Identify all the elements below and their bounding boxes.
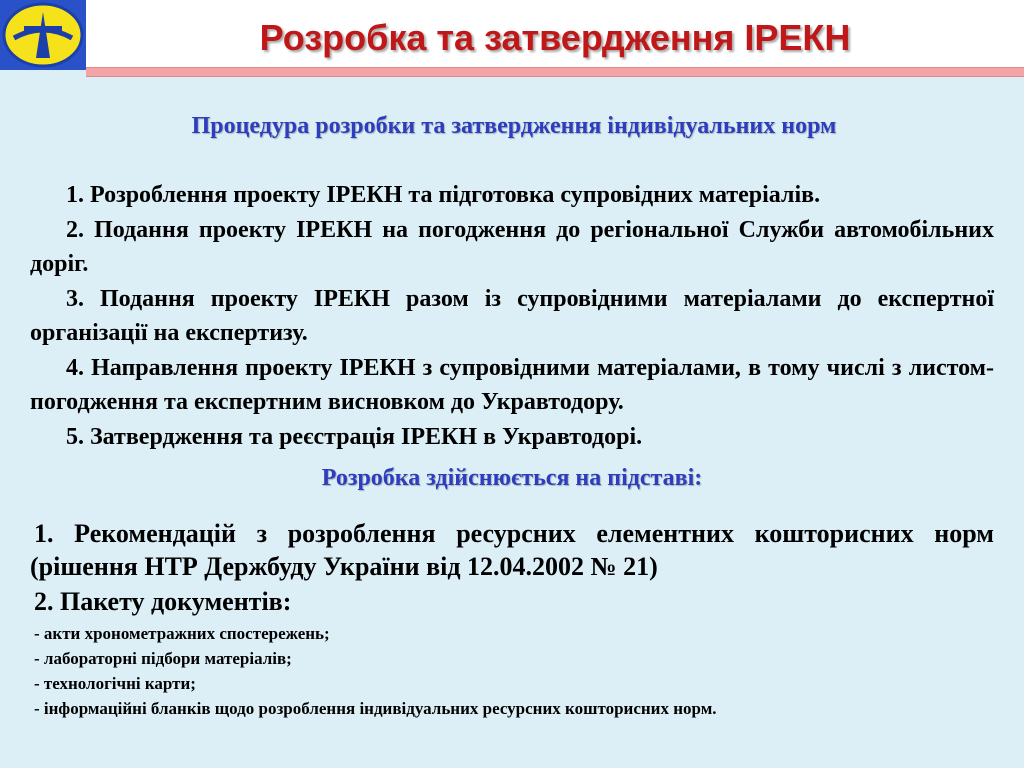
basis-item: 2. Пакету документів:: [34, 587, 292, 616]
header-bar: [0, 0, 1024, 70]
document-package-item: - технологічні карти;: [34, 674, 196, 693]
road-emblem-icon: [2, 2, 84, 68]
page-title: Розробка та затвердження ІРЕКН: [259, 17, 851, 58]
document-package-item: - інформаційні бланків щодо розроблення індивідуальних ресурсних кошторисних норм.: [34, 699, 717, 718]
section-heading-basis: Розробка здійснюється на підставі:: [321, 465, 703, 491]
logo: [0, 0, 86, 70]
procedure-item: 3. Подання проекту ІРЕКН разом із супровідними матеріалами до експертної організації на експертизу.: [30, 285, 994, 346]
procedure-item: 1. Розроблення проекту ІРЕКН та підготовка супровідних матеріалів.: [66, 182, 821, 208]
procedure-item: 2. Подання проекту ІРЕКН на погодження до регіональної Служби автомобільних доріг.: [30, 216, 994, 277]
header-divider: [86, 67, 1024, 77]
section-heading-procedure: Процедура розробки та затвердження індивідуальних норм: [191, 113, 837, 139]
document-package-item: - акти хронометражних спостережень;: [34, 624, 330, 643]
procedure-list: [30, 178, 994, 454]
basis-item: 1. Рекомендацій з розроблення ресурсних елементних кошторисних норм (рішення НТР Держбуду України від 12.04.2002 № 21): [30, 519, 994, 581]
document-package-item: - лабораторні підбори матеріалів;: [34, 649, 292, 668]
basis-list: [30, 517, 994, 721]
procedure-item: 4. Направлення проекту ІРЕКН з супровідними матеріалами, в тому числі з листом-погодження та експертним висновком до Укравтодору.: [30, 354, 994, 415]
procedure-item: 5. Затвердження та реєстрація ІРЕКН в Укравтодорі.: [66, 423, 643, 450]
document-package-list: [34, 621, 994, 721]
